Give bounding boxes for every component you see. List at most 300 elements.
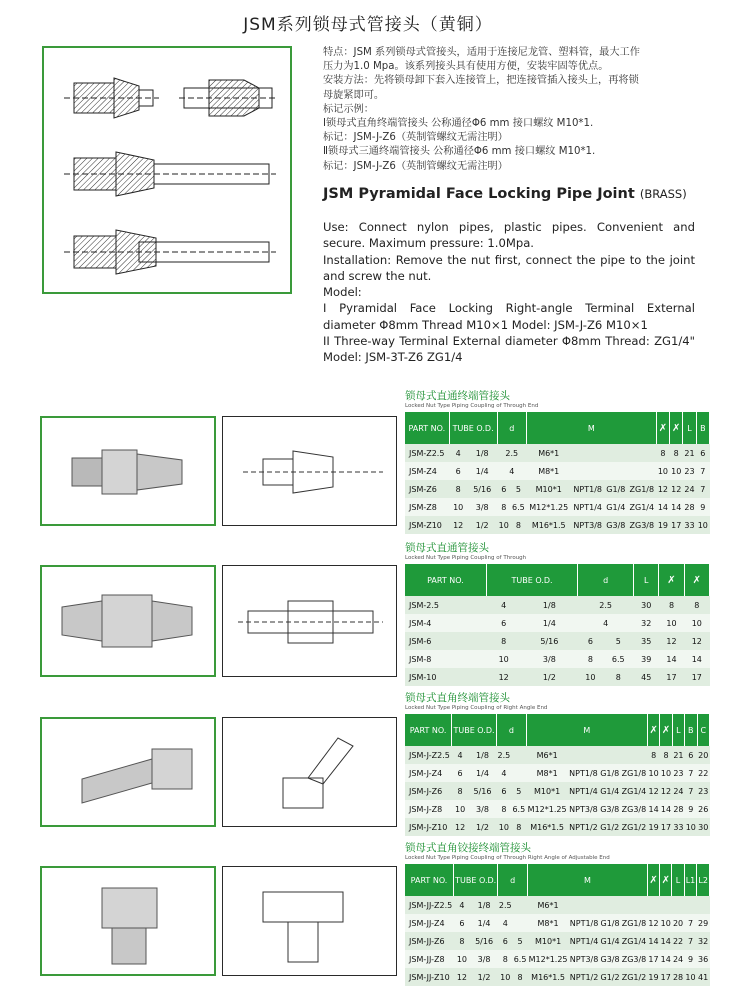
table-cell: 2.5 [578, 596, 634, 614]
intro-line: Ⅱ锁母式三通终端管接头 公称通径Φ6 mm 接口螺纹 M10*1. [323, 146, 596, 158]
wrench-icon: ✗ [659, 564, 684, 596]
col-l1: L1 [684, 864, 697, 896]
table-cell: 7 [696, 462, 709, 480]
table-cell: G1/2 [599, 818, 620, 836]
table-cell: G1/8 [599, 764, 620, 782]
table-cell: JSM-Z6 [405, 480, 449, 498]
table-cell: 6 [685, 746, 697, 764]
table-cell: 10 [684, 614, 709, 632]
spec-table [405, 864, 710, 986]
nut-drawing [179, 80, 276, 116]
table-cell: 1/2 [467, 516, 497, 534]
table-row [405, 444, 710, 462]
col-part-no: PART NO. [405, 714, 452, 746]
table-cell: 1/4 [521, 614, 578, 632]
table-cell: JSM-JJ-Z6 [405, 932, 454, 950]
right-angle-end-drawing [223, 718, 396, 826]
table-cell: G1/4 [599, 932, 620, 950]
intro-line: 标记：JSM-J-Z6（英制管螺纹无需注明） [323, 160, 508, 172]
product-photo-4 [40, 866, 216, 976]
table-cell: 10 [449, 498, 467, 516]
table-cell: 9 [685, 800, 697, 818]
table-cell: JSM-JJ-Z8 [405, 950, 454, 968]
table-cell: 10 [647, 764, 659, 782]
table-cell: 2.5 [497, 444, 526, 462]
table-cell: G1/8 [599, 914, 620, 932]
en-line: I Pyramidal Face Locking Right-angle Terminal External diameter Φ8mm Thread M10×1 Model: JSM-J-Z6 M10×1 [323, 301, 695, 332]
col-l: L [634, 564, 659, 596]
col-l: L [672, 714, 684, 746]
table-cell: 23 [683, 462, 696, 480]
table-cell: 17 [660, 968, 672, 986]
table-cell: 5/16 [467, 480, 497, 498]
table-cell: 29 [697, 914, 710, 932]
english-description [323, 219, 695, 366]
wrench-icon: ✗ [660, 714, 672, 746]
straight-drawing [223, 566, 396, 676]
table-cell: 4 [454, 896, 471, 914]
table-cell: 6 [696, 444, 709, 462]
table-cell: 10 [452, 800, 469, 818]
table-cell: 9 [696, 498, 709, 516]
col-l: L [683, 412, 696, 444]
table-cell: 5/16 [521, 632, 578, 650]
table-cell: 12 [684, 632, 709, 650]
table-cell: JSM-J-Z6 [405, 782, 452, 800]
table-cell: 3/8 [469, 800, 497, 818]
table-cell: 17 [660, 818, 672, 836]
table-cell: 12 [454, 968, 471, 986]
product-photo-1 [40, 416, 216, 526]
table-cell: 7 [684, 932, 697, 950]
spec-table [405, 714, 710, 836]
table-cell: 1/8 [467, 444, 497, 462]
table-cell: 8 [659, 596, 684, 614]
table-cell: JSM-J-Z4 [405, 764, 452, 782]
section-title-cn: 锁母式直通管接头 [405, 542, 489, 554]
table-cell: 24 [672, 782, 684, 800]
table-cell: 6 [486, 614, 521, 632]
table-cell: 6.5 [510, 498, 526, 516]
spec-table [405, 412, 710, 534]
col-tube-od: TUBE O.D. [449, 412, 497, 444]
table-cell: 24 [672, 950, 684, 968]
table-cell: 1/2 [470, 968, 498, 986]
intro-line: 母旋紧即可。 [323, 89, 385, 101]
table-cell: 8 [647, 746, 659, 764]
col-m: M [526, 714, 647, 746]
en-line: Model: [323, 285, 362, 300]
intro-line: 特点：JSM 系列锁母式管接头，适用于连接尼龙管、塑料管，最大工作 [323, 47, 640, 58]
table-cell [672, 896, 684, 914]
table-cell [621, 896, 648, 914]
table-cell: 8 [684, 596, 709, 614]
table-cell: 14 [656, 498, 669, 516]
table-cell: 2.5 [498, 896, 513, 914]
table-row [405, 650, 710, 668]
table-cell [571, 462, 604, 480]
drawing-4 [222, 866, 397, 976]
table-row [405, 818, 710, 836]
table-cell: NPT3/8 [568, 800, 599, 818]
straight-end-drawing [223, 417, 396, 525]
table-cell: 6 [578, 632, 603, 650]
table-cell [620, 746, 647, 764]
table-cell: NPT1/8 [571, 480, 604, 498]
table-cell: ZG1/4 [627, 498, 656, 516]
table-cell: NPT3/8 [571, 516, 604, 534]
table-cell: 6 [449, 462, 467, 480]
section-title-en: Locked Nut Type Piping Coupling of Through Right Angle of Adjustable End [405, 855, 610, 861]
wrench-icon: ✗ [660, 864, 672, 896]
table-cell: 12 [452, 818, 469, 836]
drawing-3 [222, 717, 397, 827]
table-cell: M16*1.5 [526, 516, 571, 534]
intro-line: 安装方法：先将锁母卸下套入连接管上，把连接管插入接头上，再将锁 [323, 75, 639, 87]
col-d: d [496, 714, 526, 746]
table-cell: JSM-JJ-Z4 [405, 914, 454, 932]
table-cell [604, 462, 627, 480]
table-cell: JSM-4 [405, 614, 486, 632]
table-cell: 4 [498, 914, 513, 932]
table-cell: 4 [486, 596, 521, 614]
table-cell: G3/8 [599, 950, 620, 968]
table-cell: NPT1/8 [568, 764, 599, 782]
table-cell: 30 [697, 818, 710, 836]
table-cell: ZG3/8 [621, 950, 648, 968]
table-cell: 6 [497, 480, 510, 498]
table-cell: JSM-JJ-Z10 [405, 968, 454, 986]
table-row [405, 668, 710, 686]
fitting-body-drawing [64, 78, 159, 118]
table-cell [511, 746, 526, 764]
table-cell: 7 [684, 914, 697, 932]
table-cell: 28 [683, 498, 696, 516]
table-cell: 10 [454, 950, 471, 968]
wrench-icon: ✗ [656, 412, 669, 444]
table-cell: ZG1/4 [621, 932, 648, 950]
table-cell: 22 [697, 764, 710, 782]
en-line: II Three-way Terminal External diameter Φ8mm Thread: ZG1/4" Model: JSM-3T-Z6 ZG1/4 [323, 334, 695, 365]
table-cell: ZG1/8 [620, 764, 647, 782]
table-cell: 32 [634, 614, 659, 632]
table-row [405, 896, 710, 914]
table-cell: JSM-JJ-Z2.5 [405, 896, 454, 914]
col-tube-od: TUBE O.D. [486, 564, 577, 596]
table-cell: 21 [683, 444, 696, 462]
col-part-no: PART NO. [405, 864, 454, 896]
intro-line: 标记：JSM-J-Z6（英制管螺纹无需注明） [323, 132, 508, 144]
table-cell: JSM-Z2.5 [405, 444, 449, 462]
table-cell [599, 746, 620, 764]
col-part-no: PART NO. [405, 564, 486, 596]
table-cell: 10 [578, 668, 603, 686]
table-cell: 36 [697, 950, 710, 968]
table-cell: 8 [578, 650, 603, 668]
table-cell: 6 [454, 914, 471, 932]
table-cell: 12 [656, 480, 669, 498]
table-cell: 10 [684, 968, 697, 986]
assembly-drawing-2 [64, 230, 276, 274]
table-cell: M8*1 [526, 764, 568, 782]
col-d: d [578, 564, 634, 596]
table-cell: 4 [449, 444, 467, 462]
english-title-material: (BRASS) [639, 187, 687, 201]
table-cell: G1/4 [599, 782, 620, 800]
table-cell: 45 [634, 668, 659, 686]
table-cell: 10 [660, 764, 672, 782]
table-row [405, 746, 710, 764]
table-cell: 5/16 [470, 932, 498, 950]
table-cell [571, 444, 604, 462]
table-cell: 26 [697, 800, 710, 818]
table-cell [697, 896, 710, 914]
table-cell: 7 [696, 480, 709, 498]
table-cell: 30 [634, 596, 659, 614]
table-cell: ZG3/8 [620, 800, 647, 818]
table-cell: 14 [660, 800, 672, 818]
table-row [405, 932, 710, 950]
table-cell: 21 [672, 746, 684, 764]
table-cell: 20 [697, 746, 710, 764]
table-cell: 17 [670, 516, 683, 534]
table-cell: 23 [697, 782, 710, 800]
table-cell: 1/4 [469, 764, 497, 782]
table-cell: 8 [513, 968, 528, 986]
table-cell: 1/8 [521, 596, 578, 614]
table-cell: 10 [670, 462, 683, 480]
table-cell: 12 [647, 782, 659, 800]
table-cell: 8 [497, 498, 510, 516]
table-cell: G3/8 [604, 516, 627, 534]
page-title: JSM系列锁母式管接头（黄铜） [243, 15, 493, 35]
product-photo-3 [40, 717, 216, 827]
table-cell [627, 444, 656, 462]
table-cell: 39 [634, 650, 659, 668]
table-cell: 12 [660, 782, 672, 800]
col-b: B [685, 714, 697, 746]
table-cell: 17 [647, 950, 659, 968]
table-cell: 10 [660, 914, 672, 932]
col-l2: L2 [697, 864, 710, 896]
table-cell: 10 [656, 462, 669, 480]
table-cell: 4 [497, 462, 526, 480]
table-cell: 24 [683, 480, 696, 498]
col-m: M [528, 864, 648, 896]
table-cell: JSM-J-Z2.5 [405, 746, 452, 764]
table-cell: G1/2 [599, 968, 620, 986]
table-cell: 7 [685, 764, 697, 782]
wrench-icon: ✗ [670, 412, 683, 444]
section-title-cn: 锁母式直角铰接终端管接头 [405, 842, 531, 854]
table-cell: 1/2 [469, 818, 497, 836]
spec-table [405, 564, 710, 686]
table-cell: 14 [660, 932, 672, 950]
table-row [405, 632, 710, 650]
wrench-icon: ✗ [647, 714, 659, 746]
table-cell: 7 [685, 782, 697, 800]
table-cell: 8 [603, 668, 634, 686]
table-cell: 6 [498, 932, 513, 950]
straight-end-fitting-image [42, 418, 214, 524]
table-cell: M6*1 [526, 746, 568, 764]
table-cell: 5 [603, 632, 634, 650]
table-cell [627, 462, 656, 480]
table-cell: 10 [496, 818, 511, 836]
table-cell: M8*1 [526, 462, 571, 480]
table-cell: 5 [510, 480, 526, 498]
table-cell [513, 896, 528, 914]
table-cell: 6.5 [603, 650, 634, 668]
col-tube-od: TUBE O.D. [452, 714, 497, 746]
intro-line: 标记示例： [323, 103, 374, 115]
table-cell: M12*1.25 [528, 950, 569, 968]
table-cell: ZG1/8 [621, 914, 648, 932]
table-cell: 5 [513, 932, 528, 950]
table-cell: 8 [510, 516, 526, 534]
english-title [323, 186, 687, 202]
table-cell: 19 [647, 818, 659, 836]
col-c: C [697, 714, 710, 746]
table-cell: 6.5 [513, 950, 528, 968]
section-adjustable-end [405, 842, 710, 986]
drawing-1 [222, 416, 397, 526]
table-cell: 10 [486, 650, 521, 668]
table-row [405, 516, 710, 534]
table-cell: 28 [672, 968, 684, 986]
straight-fitting-image [42, 567, 214, 675]
table-cell [660, 896, 672, 914]
col-l: L [672, 864, 684, 896]
table-cell: JSM-10 [405, 668, 486, 686]
table-cell [599, 896, 620, 914]
table-cell: 19 [647, 968, 659, 986]
section-through-end [405, 390, 710, 534]
table-cell: JSM-Z10 [405, 516, 449, 534]
table-cell: 4 [578, 614, 634, 632]
right-angle-end-image [42, 719, 214, 825]
cross-section-drawings [44, 48, 290, 292]
table-row [405, 764, 710, 782]
section-title-cn: 锁母式直通终端管接头 [405, 390, 510, 402]
table-cell [569, 896, 600, 914]
table-cell: 1/4 [470, 914, 498, 932]
wrench-icon: ✗ [684, 564, 709, 596]
table-cell: M12*1.25 [526, 800, 568, 818]
table-cell: 14 [647, 932, 659, 950]
table-row [405, 782, 710, 800]
table-cell: 8 [449, 480, 467, 498]
section-title-en: Locked Nut Type Piping Coupling of Right Angle End [405, 705, 548, 711]
table-cell: G1/4 [604, 498, 627, 516]
drawing-2 [222, 565, 397, 677]
table-cell: 8 [454, 932, 471, 950]
table-cell: M6*1 [526, 444, 571, 462]
table-cell: 6 [496, 782, 511, 800]
adjustable-end-drawing [223, 867, 396, 975]
table-cell [647, 896, 659, 914]
table-cell: 3/8 [467, 498, 497, 516]
table-cell: 19 [656, 516, 669, 534]
table-cell: 3/8 [521, 650, 578, 668]
table-cell: 8 [486, 632, 521, 650]
table-cell: M16*1.5 [528, 968, 569, 986]
table-cell: M10*1 [528, 932, 569, 950]
table-cell: JSM-Z4 [405, 462, 449, 480]
en-line: Installation: Remove the nut first, connect the pipe to the joint and screw the nut. [323, 252, 695, 283]
table-row [405, 480, 710, 498]
section-title-en: Locked Nut Type Piping Coupling of Through End [405, 403, 539, 409]
table-cell: NPT1/8 [569, 914, 600, 932]
cross-section-figure [42, 46, 292, 294]
table-cell: 17 [659, 668, 684, 686]
intro-line: Ⅰ锁母式直角终端管接头 公称通径Φ6 mm 接口螺纹 M10*1. [323, 118, 594, 130]
table-cell: 12 [449, 516, 467, 534]
section-right-angle-end [405, 692, 710, 836]
table-cell: JSM-J-Z10 [405, 818, 452, 836]
intro-line: 压力为1.0 Mpa。该系列接头具有使用方便，安装牢固等优点。 [323, 61, 609, 73]
table-cell: 8 [498, 950, 513, 968]
table-cell: M10*1 [526, 782, 568, 800]
table-cell: NPT1/4 [568, 782, 599, 800]
col-m: M [526, 412, 656, 444]
table-cell: 12 [486, 668, 521, 686]
table-cell: 14 [647, 800, 659, 818]
table-cell: 12 [647, 914, 659, 932]
table-row [405, 968, 710, 986]
table-cell: JSM-Z8 [405, 498, 449, 516]
table-cell: 8 [496, 800, 511, 818]
table-row [405, 462, 710, 480]
table-cell: 14 [684, 650, 709, 668]
table-cell: 8 [511, 818, 526, 836]
table-cell: 6.5 [511, 800, 526, 818]
table-cell: 33 [683, 516, 696, 534]
table-cell: 32 [697, 932, 710, 950]
adjustable-end-image [42, 868, 214, 974]
table-row [405, 596, 710, 614]
table-row [405, 498, 710, 516]
intro-chinese [323, 46, 708, 174]
assembly-drawing-1 [64, 152, 276, 196]
table-cell [513, 914, 528, 932]
section-title-en: Locked Nut Type Piping Coupling of Through [405, 555, 527, 561]
table-cell: G1/8 [604, 480, 627, 498]
col-b: B [696, 412, 709, 444]
table-cell: 10 [696, 516, 709, 534]
table-cell: 14 [670, 498, 683, 516]
table-cell: 17 [684, 668, 709, 686]
table-cell: M8*1 [528, 914, 569, 932]
table-cell [568, 746, 599, 764]
table-cell: M16*1.5 [526, 818, 568, 836]
table-cell: 12 [670, 480, 683, 498]
table-cell [604, 444, 627, 462]
table-cell: 1/8 [470, 896, 498, 914]
table-cell [511, 764, 526, 782]
table-row [405, 614, 710, 632]
table-cell: 35 [634, 632, 659, 650]
table-cell: NPT3/8 [569, 950, 600, 968]
table-cell: JSM-2.5 [405, 596, 486, 614]
table-cell: 28 [672, 800, 684, 818]
table-cell: 4 [452, 746, 469, 764]
table-cell: JSM-J-Z8 [405, 800, 452, 818]
table-cell: ZG3/8 [627, 516, 656, 534]
table-cell: NPT1/2 [568, 818, 599, 836]
product-photo-2 [40, 565, 216, 677]
col-d: d [498, 864, 528, 896]
